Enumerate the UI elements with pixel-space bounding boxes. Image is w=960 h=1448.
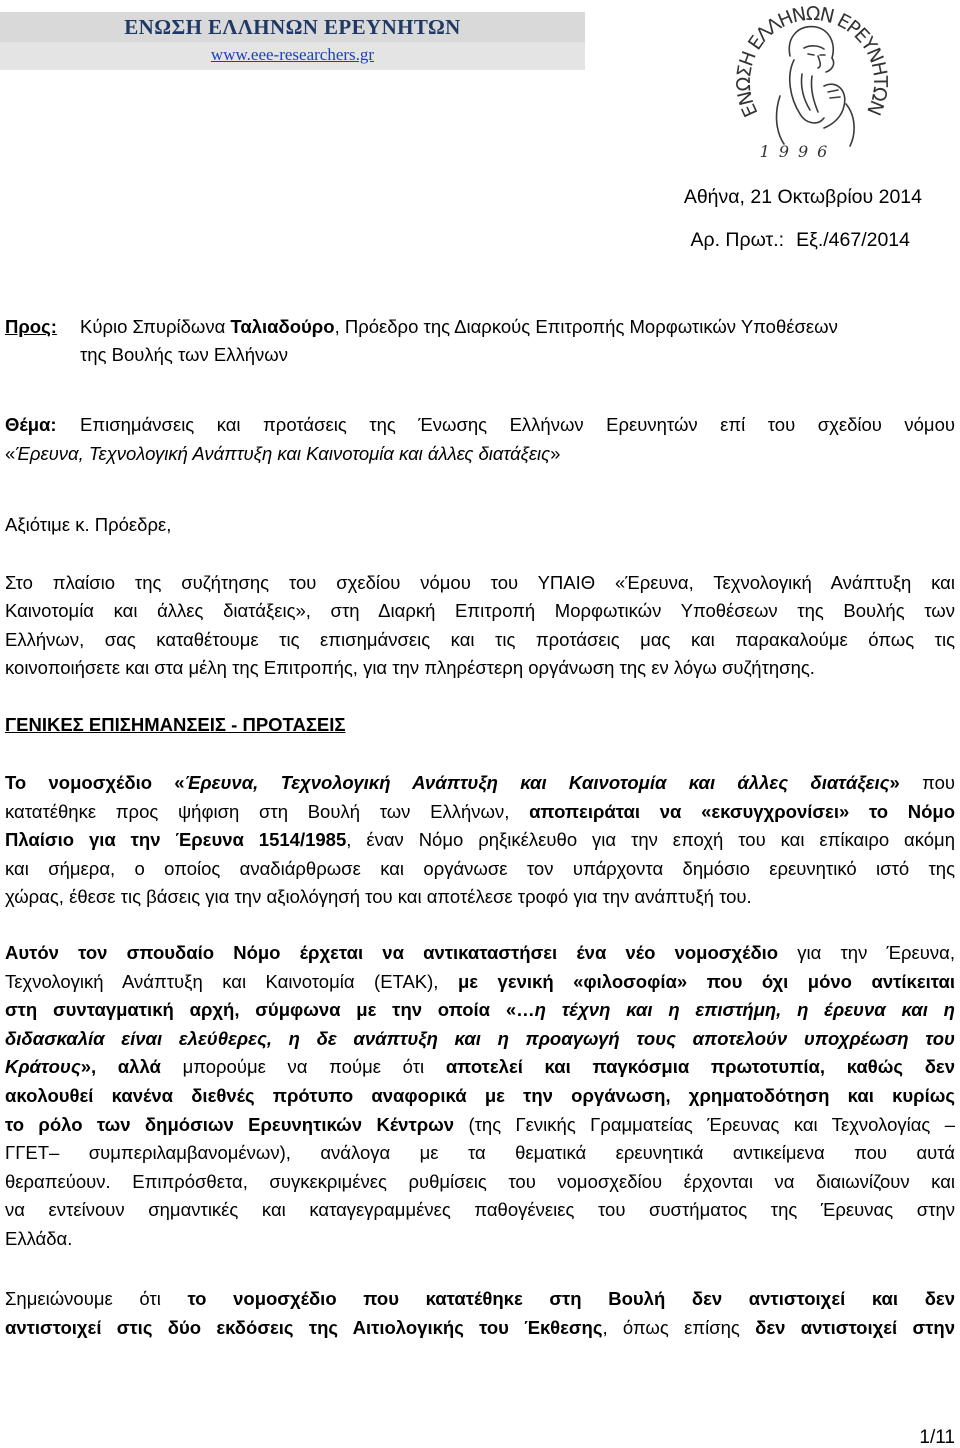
thinker-figure-icon bbox=[777, 27, 855, 146]
intro-paragraph bbox=[5, 569, 955, 682]
protocol-number: Εξ./467/2014 bbox=[796, 229, 910, 251]
text-line bbox=[5, 939, 955, 968]
text-run: , Πρόεδρο της Διαρκούς Επιτροπής Μορφωτικών Υποθέσεων bbox=[334, 316, 838, 337]
recipient-text bbox=[80, 313, 955, 369]
text-line bbox=[5, 440, 955, 469]
text-line bbox=[5, 1225, 955, 1254]
text-line bbox=[5, 597, 955, 625]
text-run: Τεχνολογική Ανάπτυξη και Καινοτομία (ΕΤΑΚ), bbox=[5, 970, 458, 992]
text-run: η τέχνη και η επιστήμη, η έρευνα και η bbox=[534, 999, 955, 1021]
text-run: το ρόλο των δημόσιων Ερευνητικών Κέντρων bbox=[5, 1113, 455, 1135]
text-line bbox=[5, 1196, 955, 1225]
text-run: της Βουλής των Ελλήνων bbox=[80, 344, 288, 365]
text-line bbox=[5, 968, 955, 997]
text-line bbox=[5, 1313, 955, 1342]
text-run: ακολουθεί κανένα διεθνές πρότυπο αναφορικά με την οργάνωση, χρηματοδότηση και κυρίως bbox=[5, 1084, 955, 1106]
org-website-row bbox=[0, 42, 585, 70]
text-run: Κύριο Σπυρίδωνα bbox=[80, 316, 231, 337]
text-line bbox=[5, 826, 955, 855]
text-run: κοινοποιήσετε και στα μέλη της Επιτροπής, για την πληρέστερη οργάνωση της εν λόγω συζήτησης. bbox=[5, 656, 815, 678]
section-heading: ΓΕΝΙΚΕΣ ΕΠΙΣΗΜΑΝΣΕΙΣ - ΠΡΟΤΑΣΕΙΣ bbox=[5, 714, 346, 735]
text-line bbox=[5, 769, 955, 798]
text-run: Στο πλαίσιο της συζήτησης του σχεδίου νόμου του ΥΠΑΙΘ «Έρευνα, Τεχνολογική Ανάπτυξη και bbox=[5, 572, 955, 593]
text-run: αντιστοιχεί στις δύο εκδόσεις της Αιτιολογικής του Έκθεσης bbox=[5, 1317, 603, 1338]
text-run: Σημειώνουμε ότι bbox=[5, 1288, 188, 1309]
text-line bbox=[5, 1053, 955, 1082]
text-run: αποπειράται να «εκσυγχρονίσει» το Νόμο bbox=[529, 800, 955, 822]
text-run: Έρευνα, Τεχνολογική Ανάπτυξη και Καινοτομία και άλλες διατάξεις bbox=[184, 772, 890, 793]
text-run: Καινοτομία και άλλες διατάξεις», στη Διαρκή Επιτροπή Μορφωτικών Υποθέσεων της Βουλής των bbox=[5, 600, 955, 622]
text-line bbox=[5, 1139, 955, 1168]
text-run: δεν αντιστοιχεί στην bbox=[755, 1317, 955, 1338]
org-name: ΕΝΩΣΗ ΕΛΛΗΝΩΝ ΕΡΕΥΝΗΤΩΝ bbox=[124, 15, 461, 39]
text-line bbox=[5, 1284, 955, 1313]
text-line bbox=[5, 1111, 955, 1140]
protocol-number-line bbox=[690, 228, 910, 252]
text-run: κατατέθηκε προς ψήφιση στη Βουλή των Ελλήνων, bbox=[5, 800, 530, 822]
text-run: μπορούμε να πούμε ότι bbox=[160, 1056, 446, 1078]
text-run: Ελλάδα. bbox=[5, 1227, 73, 1249]
salutation: Αξιότιμε κ. Πρόεδρε, bbox=[5, 514, 172, 535]
text-run: που bbox=[899, 772, 955, 793]
association-logo bbox=[720, 0, 900, 165]
remarks-paragraph-3 bbox=[5, 1284, 955, 1342]
text-run: θεραπεύουν. Επιπρόσθετα, συγκεκριμένες ρυθμίσεις του νομοσχεδίου έρχονται να διαιωνίζουν και bbox=[5, 1170, 955, 1192]
text-run: αποτελεί και παγκόσμια πρωτοτυπία, καθώς δεν bbox=[445, 1056, 955, 1078]
text-run: και σήμερα, ο οποίος αναδιάρθρωσε και οργάνωσε τον υπάρχοντα δημόσιο ερευνητικό ιστό της bbox=[5, 857, 955, 879]
protocol-label: Αρ. Πρωτ.: bbox=[690, 229, 785, 251]
text-run: , έναν Νόμο ρηξικέλευθο για την εποχή του και επίκαιρο ακόμη bbox=[346, 829, 956, 850]
text-run: Το νομοσχέδιο « bbox=[5, 772, 185, 793]
text-run: « bbox=[5, 442, 16, 464]
text-line bbox=[5, 883, 955, 912]
text-run: (της Γενικής Γραμματείας Έρευνας και Τεχνολογίας – bbox=[454, 1113, 955, 1135]
org-header bbox=[0, 12, 585, 70]
remarks-paragraph-2 bbox=[5, 939, 955, 1254]
text-run: » bbox=[550, 442, 561, 464]
text-run: χώρας, έθεσε τις βάσεις για την αξιολόγησή του και αποτέλεσε τροφό για την ανάπτυξή του. bbox=[5, 886, 752, 907]
text-run: ΓΓΕΤ– συμπεριλαμβανομένων), ανάλογα με τα θεματικά ερευνητικά αντικείμενα που αυτά bbox=[5, 1142, 955, 1164]
logo-ring-text-path: ΕΝΩΣΗ ΕΛΛΗΝΩΝ ΕΡΕΥΝΗΤΩΝ bbox=[732, 2, 892, 121]
text-run: », αλλά bbox=[80, 1056, 161, 1078]
text-run: Κράτους bbox=[5, 1056, 81, 1078]
text-run: το νομοσχέδιο που κατατέθηκε στη Βουλή δεν αντιστοιχεί και δεν bbox=[187, 1288, 955, 1309]
recipient-label: Προς: bbox=[5, 316, 57, 337]
text-run: Έρευνα, Τεχνολογική Ανάπτυξη και Καινοτομία και άλλες διατάξεις bbox=[15, 442, 551, 464]
text-line bbox=[80, 313, 955, 341]
text-line bbox=[5, 626, 955, 654]
remarks-paragraph-1 bbox=[5, 769, 955, 912]
text-run: Αυτόν τον σπουδαίο Νόμο έρχεται να αντικαταστήσει ένα νέο νομοσχέδιο bbox=[5, 942, 779, 963]
text-line bbox=[5, 855, 955, 884]
text-line bbox=[80, 411, 955, 440]
text-line bbox=[5, 654, 955, 682]
text-run: Πλαίσιο για την Έρευνα 1514/1985 bbox=[5, 829, 347, 850]
text-run: με γενική «φιλοσοφία» που όχι μόνο αντίκειται bbox=[457, 970, 955, 992]
text-line bbox=[5, 996, 955, 1025]
text-line bbox=[5, 1082, 955, 1111]
subject-first-line bbox=[80, 411, 955, 440]
text-run: διδασκαλία είναι ελεύθερες, η δε ανάπτυξη και η προαγωγή τους αποτελούν υποχρέωση του bbox=[5, 1027, 955, 1049]
text-run: για την Έρευνα, bbox=[778, 942, 955, 963]
text-run: Ταλιαδούρο bbox=[230, 316, 335, 337]
subject-bill-title bbox=[5, 440, 955, 469]
logo-ring-text bbox=[733, 3, 891, 120]
text-run: Επισημάνσεις και προτάσεις της Ένωσης Ελλήνων Ερευνητών επί του σχεδίου νόμου bbox=[80, 414, 955, 435]
text-line bbox=[5, 1025, 955, 1054]
page-indicator: 1/11 bbox=[919, 1427, 955, 1448]
text-line bbox=[5, 798, 955, 827]
subject-label: Θέμα: bbox=[5, 414, 57, 435]
place-date: Αθήνα, 21 Οκτωβρίου 2014 bbox=[683, 186, 922, 208]
text-run: » bbox=[889, 772, 900, 793]
text-run: , όπως επίσης bbox=[602, 1317, 756, 1338]
logo-year: 1996 bbox=[759, 142, 837, 161]
website-link[interactable]: www.eee-researchers.gr bbox=[210, 45, 375, 64]
text-run: Ελλήνων, σας καταθέτουμε τις επισημάνσεις και τις προτάσεις μας και παρακαλούμε όπως τις bbox=[5, 628, 955, 650]
text-line bbox=[80, 341, 955, 369]
text-line bbox=[5, 569, 955, 597]
text-run: να εντείνουν σημαντικές και καταγεγραμμένες παθογένειες του συστήματος της Έρευνας στην bbox=[5, 1199, 955, 1221]
text-run: στη συνταγματική αρχή, σύμφωνα με την οποία «… bbox=[5, 999, 535, 1021]
text-line bbox=[5, 1168, 955, 1197]
